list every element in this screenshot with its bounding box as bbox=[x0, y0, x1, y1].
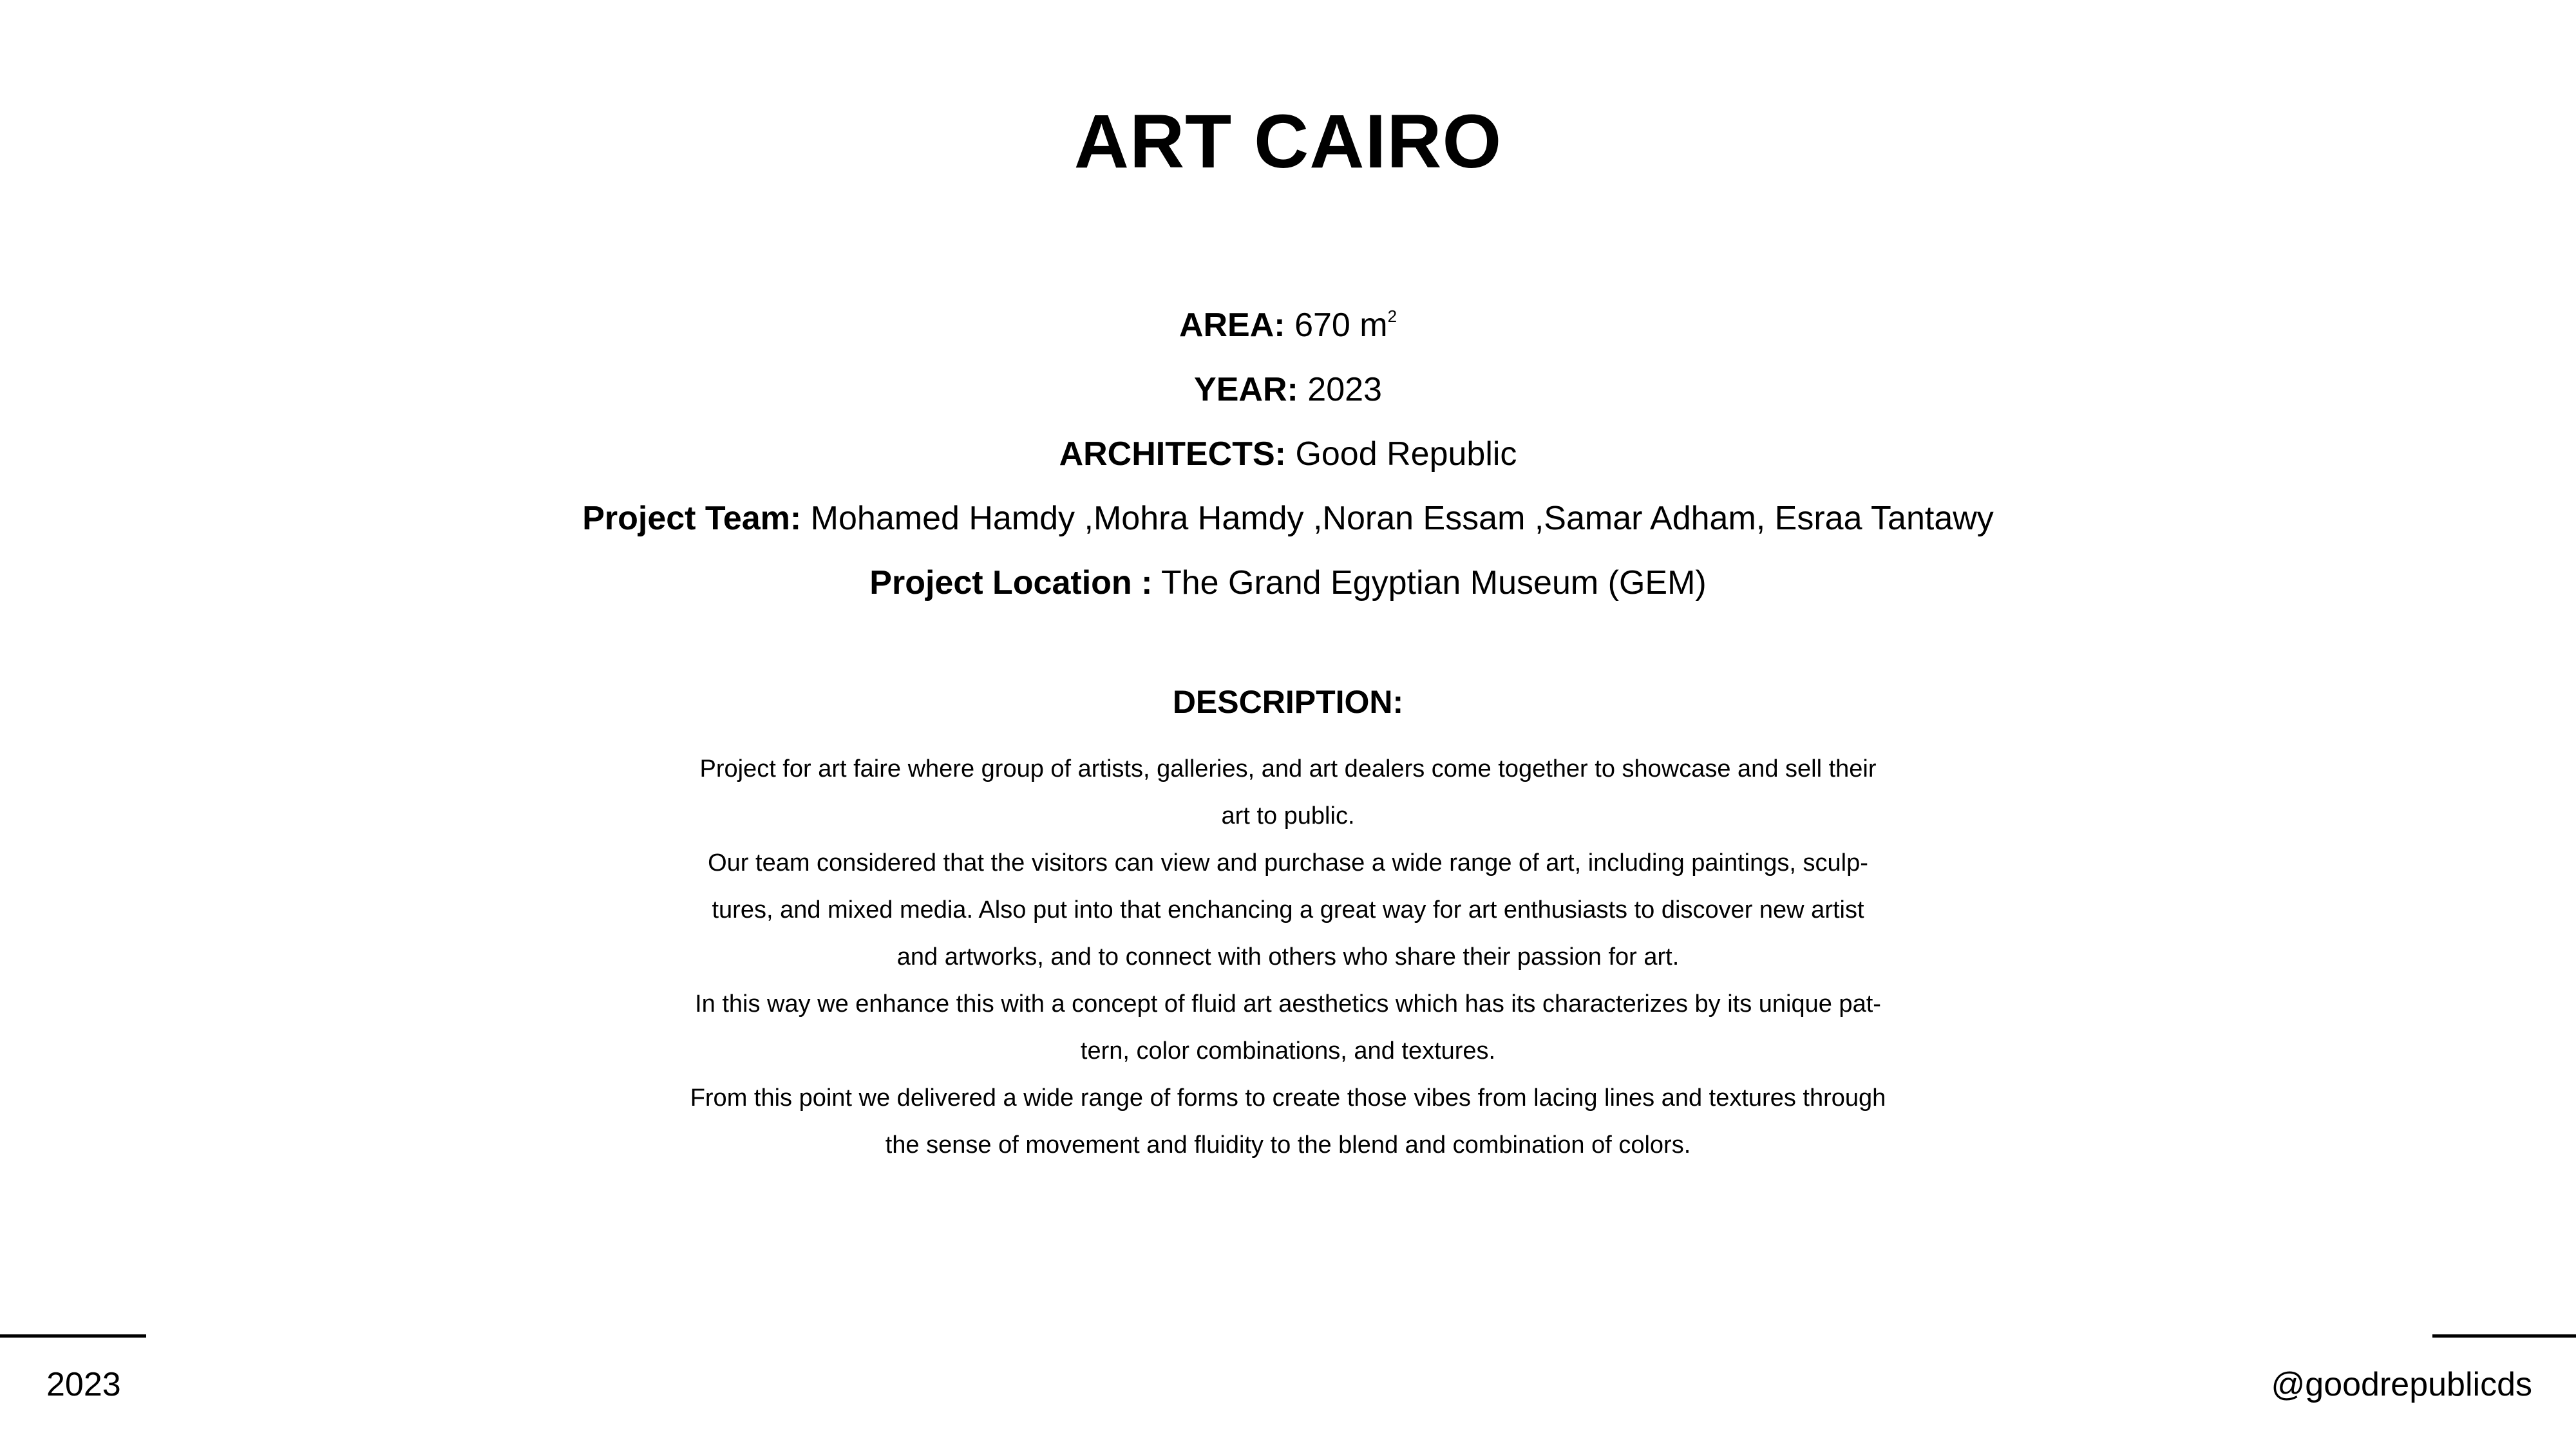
description-line: From this point we delivered a wide range of forms to create those vibes from lacing lines and textures through bbox=[690, 1084, 1886, 1112]
description-line: In this way we enhance this with a concept of fluid art aesthetics which has its characterizes by its unique pat- bbox=[695, 990, 1881, 1018]
project-location-row bbox=[0, 551, 2576, 615]
description-line: art to public. bbox=[1221, 802, 1355, 829]
description-heading: DESCRIPTION: bbox=[1172, 684, 1404, 720]
description-body bbox=[676, 746, 1900, 1169]
year-row bbox=[0, 357, 2576, 422]
project-team-value: Mohamed Hamdy ,Mohra Hamdy ,Noran Essam ,Samar Adham, Esraa Tantawy bbox=[810, 500, 1994, 537]
architects-label: ARCHITECTS: bbox=[1059, 435, 1286, 473]
footer-year: 2023 bbox=[46, 1366, 121, 1403]
footer-divider-left bbox=[0, 1334, 146, 1338]
description-line: the sense of movement and fluidity to the blend and combination of colors. bbox=[885, 1132, 1691, 1159]
project-location-value: The Grand Egyptian Museum (GEM) bbox=[1160, 564, 1707, 601]
area-label: AREA: bbox=[1179, 307, 1285, 344]
description-line: and artworks, and to connect with others who share their passion for art. bbox=[896, 943, 1680, 971]
page-title: ART CAIRO bbox=[1074, 99, 1502, 184]
year-label: YEAR: bbox=[1194, 371, 1298, 408]
project-team-label: Project Team: bbox=[582, 500, 802, 537]
architects-row bbox=[0, 422, 2576, 486]
footer-social-handle: @goodrepublicds bbox=[2271, 1366, 2532, 1403]
description-line: Our team considered that the visitors can view and purchase a wide range of art, including paintings, sculp- bbox=[708, 849, 1868, 876]
area-unit-superscript: 2 bbox=[1387, 307, 1397, 326]
area-row bbox=[0, 293, 2576, 357]
project-info bbox=[0, 293, 2576, 615]
project-location-label: Project Location : bbox=[869, 564, 1153, 601]
project-team-row bbox=[0, 486, 2576, 551]
description-line: tern, color combinations, and textures. bbox=[1080, 1037, 1496, 1065]
footer-divider-right bbox=[2432, 1334, 2576, 1338]
description-line: Project for art faire where group of artists, galleries, and art dealers come together to showcase and sell their bbox=[699, 755, 1877, 782]
year-value: 2023 bbox=[1307, 371, 1382, 408]
area-value: 670 m bbox=[1294, 307, 1388, 344]
architects-value: Good Republic bbox=[1295, 435, 1517, 473]
description-line: tures, and mixed media. Also put into that enchancing a great way for art enthusiasts to discover new artist bbox=[712, 896, 1864, 923]
